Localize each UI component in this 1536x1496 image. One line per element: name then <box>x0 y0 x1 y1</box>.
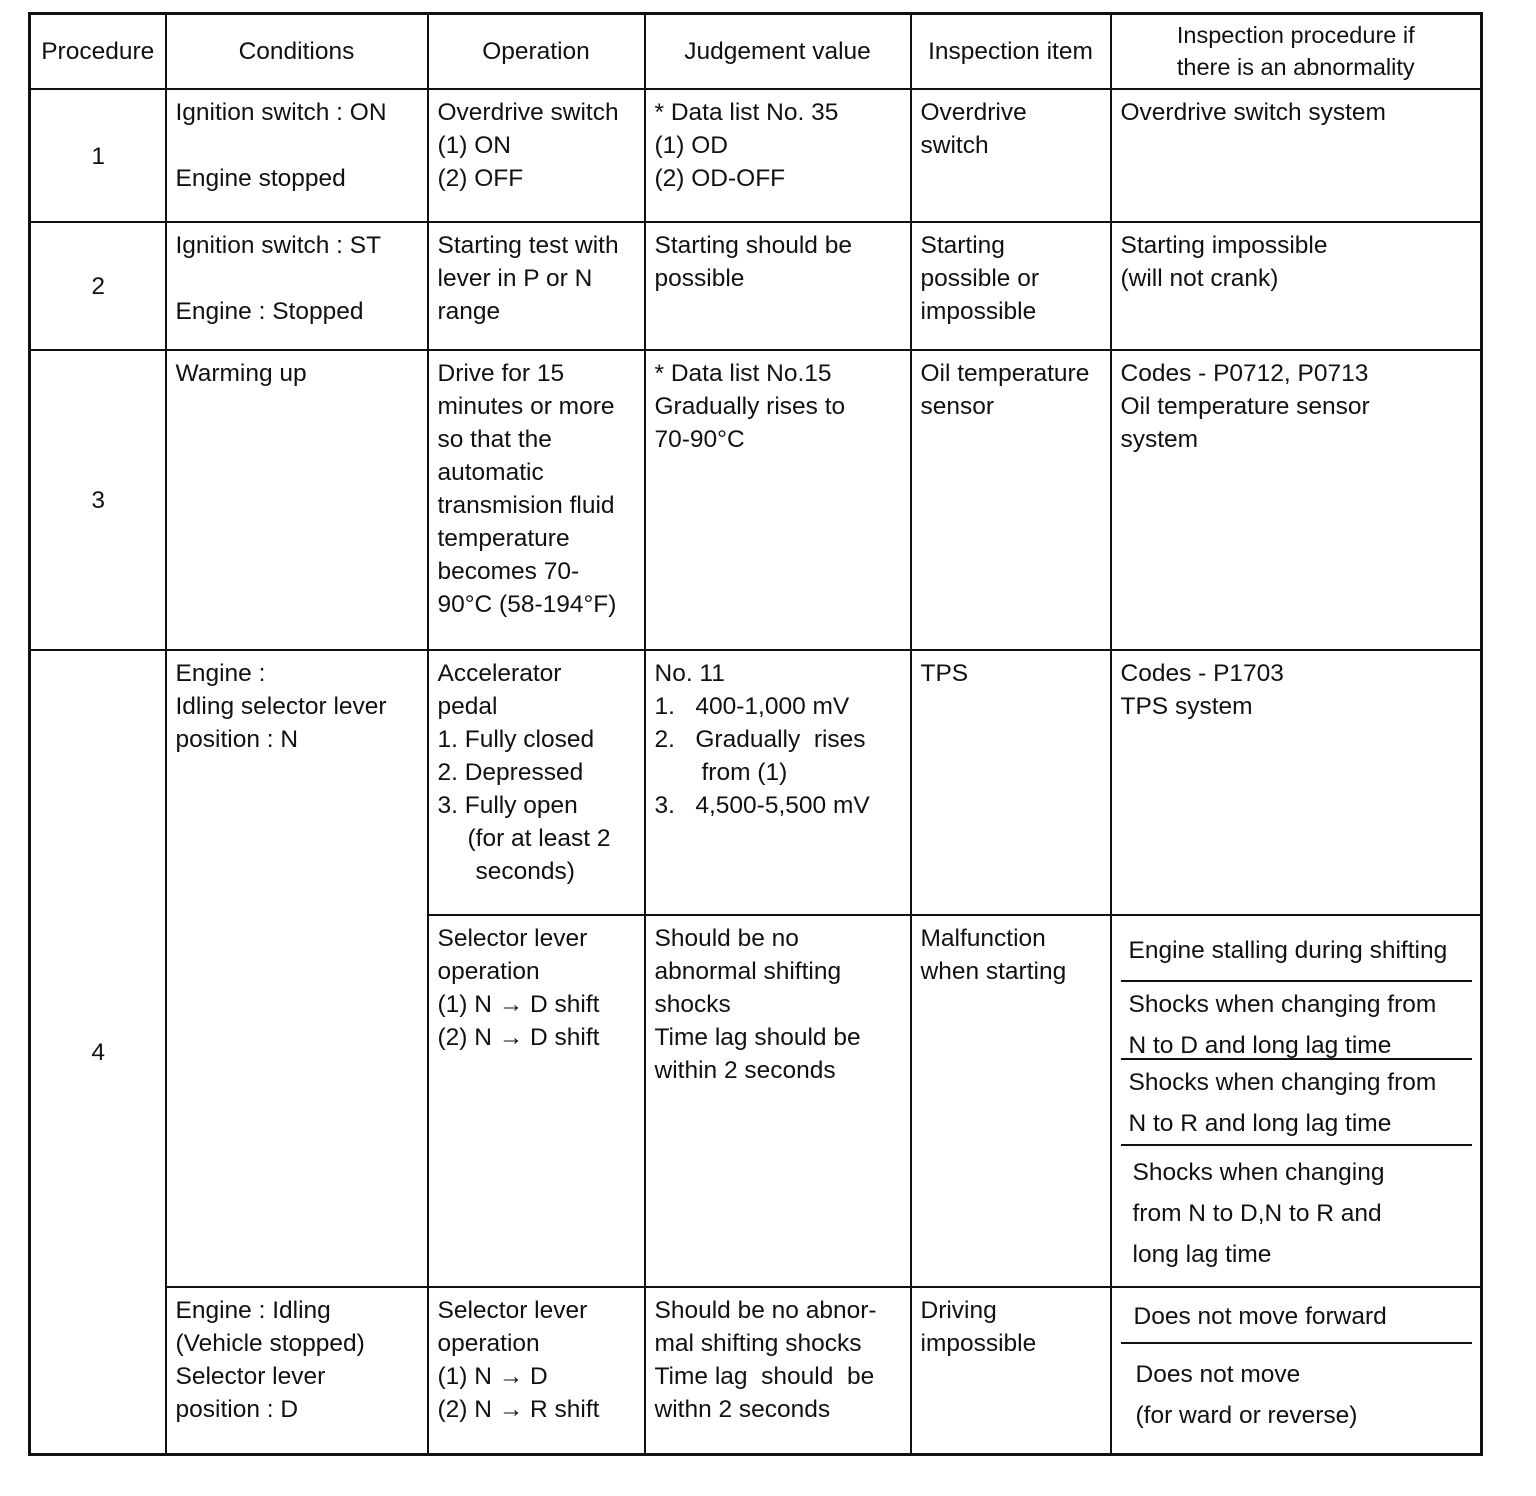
judgement-line: 2. Gradually rises <box>654 725 866 753</box>
judgement-line: * Data list No.15 <box>654 359 832 387</box>
judgement-line: 1. 400-1,000 mV <box>654 692 850 720</box>
header-row <box>30 14 1482 89</box>
operation-line: (for at least 2 <box>467 824 611 852</box>
operation-cell <box>428 915 645 1287</box>
abnormality-line: Shocks when changing <box>1132 1158 1385 1186</box>
abnormality-line: Shocks when changing from <box>1128 1068 1437 1096</box>
abnormality-cell <box>1111 222 1482 350</box>
procedure-number: 1 <box>30 89 166 222</box>
judgement-line: Time lag should be <box>654 1023 861 1051</box>
operation-line: seconds) <box>475 857 575 885</box>
judgement-line: 70-90°C <box>654 425 745 453</box>
operation-line: transmision fluid <box>437 491 615 519</box>
operation-line: becomes 70- <box>437 557 580 585</box>
inspection-item-cell <box>911 650 1111 915</box>
operation-line: Accelerator <box>437 659 562 687</box>
procedure-number: 3 <box>30 350 166 650</box>
inspection-item-line: impossible <box>920 297 1037 325</box>
header-procedure: Procedure <box>30 14 166 89</box>
judgement-line: No. 11 <box>654 659 725 687</box>
abnormality-cell <box>1111 650 1482 915</box>
abnormality-line: Overdrive switch system <box>1120 98 1386 126</box>
operation-line: (2) N → R shift <box>437 1395 600 1423</box>
inspection-item-line: switch <box>920 131 989 159</box>
inspection-item-cell <box>911 222 1111 350</box>
inspection-item-line: Driving <box>920 1296 997 1324</box>
operation-cell <box>428 350 645 650</box>
abnormality-subcell <box>1121 1344 1473 1449</box>
judgement-line: * Data list No. 35 <box>654 98 839 126</box>
abnormality-line: Codes - P0712, P0713 <box>1120 359 1369 387</box>
operation-line: Starting test with <box>437 231 619 259</box>
judgement-line: shocks <box>654 990 731 1018</box>
abnormality-line: N to D and long lag time <box>1128 1031 1392 1059</box>
operation-cell <box>428 650 645 915</box>
header-inspection-item: Inspection item <box>911 14 1111 89</box>
operation-line: operation <box>437 1329 540 1357</box>
abnormality-line: long lag time <box>1132 1240 1272 1268</box>
operation-cell <box>428 1287 645 1455</box>
header-operation: Operation <box>428 14 645 89</box>
operation-line: 90°C (58-194°F) <box>437 590 617 618</box>
judgement-cell <box>645 89 911 222</box>
judgement-line: Should be no abnor- <box>654 1296 877 1324</box>
header-abnormality-line1: Inspection procedure if <box>1176 22 1415 49</box>
operation-line: automatic <box>437 458 544 486</box>
abnormality-line: from N to D,N to R and <box>1132 1199 1382 1227</box>
abnormality-subcell <box>1121 1294 1473 1344</box>
abnormality-line: Codes - P1703 <box>1120 659 1284 687</box>
judgement-line: abnormal shifting <box>654 957 842 985</box>
operation-line: range <box>437 297 501 325</box>
judgement-line: (1) OD <box>654 131 728 159</box>
conditions-line: position : D <box>175 1395 299 1423</box>
inspection-item-line: Overdrive <box>920 98 1027 126</box>
abnormality-subcell <box>1121 922 1473 982</box>
header-abnormality-procedure <box>1111 14 1482 89</box>
conditions-cell <box>166 650 428 1287</box>
operation-line: 1. Fully closed <box>437 725 595 753</box>
abnormality-subcell <box>1121 982 1473 1060</box>
abnormality-cell <box>1111 350 1482 650</box>
judgement-line: within 2 seconds <box>654 1056 836 1084</box>
conditions-line: Warming up <box>175 359 307 387</box>
judgement-cell <box>645 915 911 1287</box>
judgement-line: Gradually rises to <box>654 392 846 420</box>
abnormality-line: (for ward or reverse) <box>1135 1401 1358 1429</box>
judgement-line: from (1) <box>701 758 788 786</box>
inspection-item-cell <box>911 350 1111 650</box>
abnormality-subcells <box>1111 915 1482 1287</box>
operation-line: Selector lever <box>437 924 588 952</box>
inspection-item-line: impossible <box>920 1329 1037 1357</box>
conditions-line: Idling selector lever <box>175 692 387 720</box>
operation-line: pedal <box>437 692 498 720</box>
operation-line: minutes or more <box>437 392 615 420</box>
judgement-cell <box>645 350 911 650</box>
abnormality-line: system <box>1120 425 1199 453</box>
table-row-procedure-1 <box>30 89 1482 222</box>
abnormality-subcell <box>1121 1060 1473 1146</box>
operation-line: 2. Depressed <box>437 758 584 786</box>
judgement-cell <box>645 1287 911 1455</box>
operation-line: (2) OFF <box>437 164 524 192</box>
procedure-number: 2 <box>30 222 166 350</box>
inspection-item-line: Malfunction <box>920 924 1046 952</box>
conditions-line: Ignition switch : ON <box>175 98 387 126</box>
table-row-procedure-4a <box>30 650 1482 915</box>
judgement-line: Should be no <box>654 924 799 952</box>
table-row-procedure-4c <box>30 1287 1482 1455</box>
judgement-line: withn 2 seconds <box>654 1395 831 1423</box>
operation-line: lever in P or N <box>437 264 593 292</box>
operation-line: operation <box>437 957 540 985</box>
abnormality-line: Does not move forward <box>1133 1302 1387 1330</box>
judgement-line: 3. 4,500-5,500 mV <box>654 791 870 819</box>
judgement-line: (2) OD-OFF <box>654 164 786 192</box>
conditions-line: (Vehicle stopped) <box>175 1329 365 1357</box>
conditions-line: Engine : Idling <box>175 1296 331 1324</box>
inspection-item-cell <box>911 89 1111 222</box>
inspection-item-line: TPS <box>920 659 969 687</box>
abnormality-subcells <box>1111 1287 1482 1455</box>
inspection-item-line: Starting <box>920 231 1005 259</box>
abnormality-line: Oil temperature sensor <box>1120 392 1370 420</box>
operation-line: (1) ON <box>437 131 511 159</box>
abnormality-line: Does not move <box>1135 1360 1301 1388</box>
table-row-procedure-2 <box>30 222 1482 350</box>
conditions-line: Engine : Stopped <box>175 297 364 325</box>
header-abnormality-line2: there is an abnormality <box>1176 54 1415 81</box>
inspection-item-line: Oil temperature <box>920 359 1090 387</box>
header-conditions: Conditions <box>166 14 428 89</box>
conditions-cell <box>166 1287 428 1455</box>
judgement-cell <box>645 650 911 915</box>
operation-cell <box>428 89 645 222</box>
operation-line: temperature <box>437 524 570 552</box>
conditions-line: Engine : <box>175 659 266 687</box>
header-judgement-value: Judgement value <box>645 14 911 89</box>
conditions-line: Ignition switch : ST <box>175 231 382 259</box>
judgement-cell <box>645 222 911 350</box>
judgement-line: Starting should be <box>654 231 852 259</box>
abnormality-line: Starting impossible <box>1120 231 1328 259</box>
inspection-item-line: sensor <box>920 392 995 420</box>
judgement-line: possible <box>654 264 745 292</box>
operation-line: (2) N → D shift <box>437 1023 600 1051</box>
abnormality-subcell <box>1121 1146 1473 1282</box>
inspection-item-line: when starting <box>920 957 1067 985</box>
table-row-procedure-3 <box>30 350 1482 650</box>
operation-line: (1) N → D shift <box>437 990 600 1018</box>
abnormality-cell <box>1111 89 1482 222</box>
inspection-item-line: possible or <box>920 264 1039 292</box>
operation-line: (1) N → D <box>437 1362 548 1390</box>
operation-cell <box>428 222 645 350</box>
operation-line: Drive for 15 <box>437 359 565 387</box>
conditions-line: position : N <box>175 725 299 753</box>
conditions-line: Engine stopped <box>175 164 346 192</box>
operation-line: Selector lever <box>437 1296 588 1324</box>
judgement-line: Time lag should be <box>654 1362 875 1390</box>
operation-line: so that the <box>437 425 552 453</box>
abnormality-line: N to R and long lag time <box>1128 1109 1392 1137</box>
inspection-item-cell <box>911 915 1111 1287</box>
judgement-line: mal shifting shocks <box>654 1329 862 1357</box>
inspection-item-cell <box>911 1287 1111 1455</box>
conditions-cell <box>166 89 428 222</box>
operation-line: Overdrive switch <box>437 98 619 126</box>
abnormality-line: TPS system <box>1120 692 1253 720</box>
inspection-table <box>28 12 1483 1456</box>
abnormality-line: Shocks when changing from <box>1128 990 1437 1018</box>
abnormality-line: Engine stalling during shifting <box>1128 936 1448 964</box>
conditions-cell <box>166 350 428 650</box>
conditions-cell <box>166 222 428 350</box>
operation-line: 3. Fully open <box>437 791 578 819</box>
conditions-line: Selector lever <box>175 1362 326 1390</box>
abnormality-line: (will not crank) <box>1120 264 1279 292</box>
procedure-number: 4 <box>30 650 166 1455</box>
